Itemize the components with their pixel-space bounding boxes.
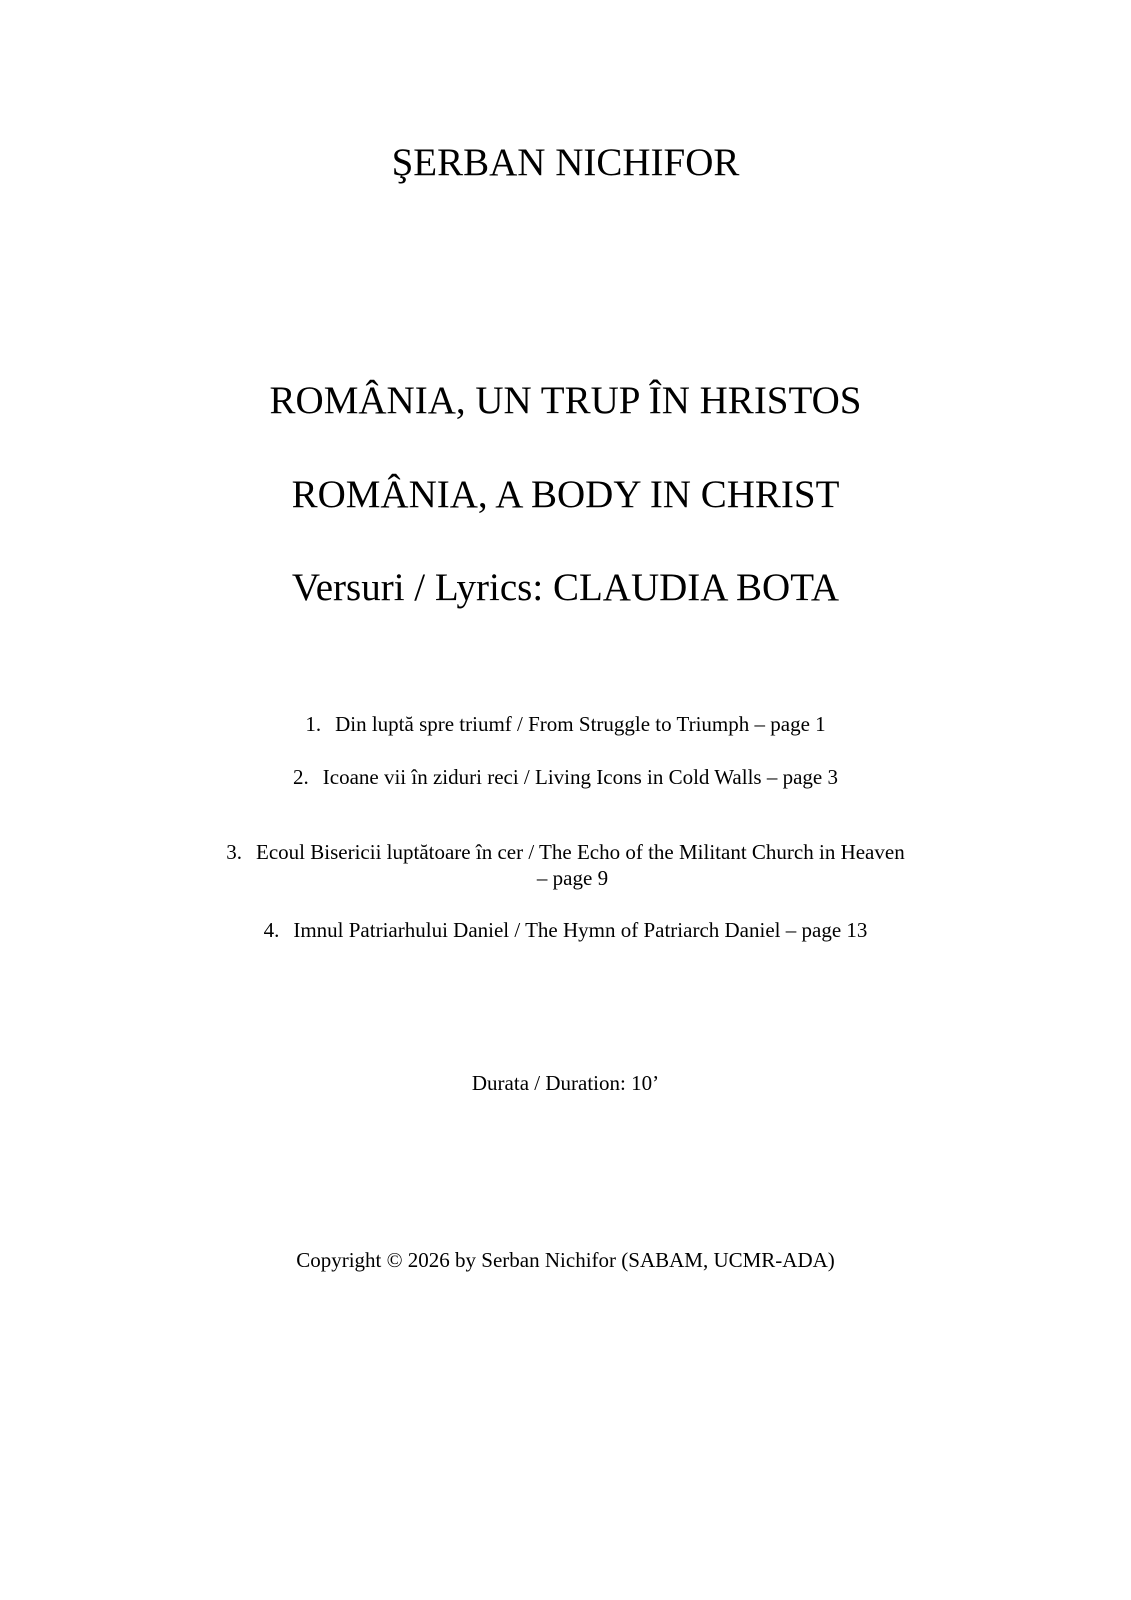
lyricist-credit: Versuri / Lyrics: CLAUDIA BOTA [291, 566, 840, 609]
toc-item-number: 3. [226, 840, 243, 864]
toc-item-number: 4. [263, 918, 280, 942]
toc-item-number: 2. [293, 765, 309, 789]
copyright-notice: Copyright © 2026 by Serban Nichifor (SABAM, UCMR-ADA) [296, 1248, 835, 1272]
toc-item [0, 839, 1131, 891]
toc-item-number: 1. [305, 712, 322, 736]
toc-item-text: Ecoul Bisericii luptătoare în cer / The Echo of the Militant Church in Heaven [256, 840, 905, 864]
toc-item-continuation: – page 9 [536, 866, 609, 890]
title-romanian: ROMÂNIA, UN TRUP ÎN HRISTOS [269, 379, 862, 422]
toc-item [0, 917, 1131, 943]
toc-item-text: Din luptă spre triumf / From Struggle to Triumph – page 1 [335, 712, 826, 736]
composer-name: ŞERBAN NICHIFOR [391, 141, 740, 184]
toc-item-text: Icoane vii în ziduri reci / Living Icons in Cold Walls – page 3 [322, 765, 838, 789]
title-english: ROMÂNIA, A BODY IN CHRIST [291, 473, 840, 516]
toc-item-text: Imnul Patriarhului Daniel / The Hymn of Patriarch Daniel – page 13 [293, 918, 868, 942]
toc-item [0, 764, 1131, 790]
duration-text: Durata / Duration: 10’ [471, 1071, 660, 1095]
toc-item [0, 711, 1131, 737]
